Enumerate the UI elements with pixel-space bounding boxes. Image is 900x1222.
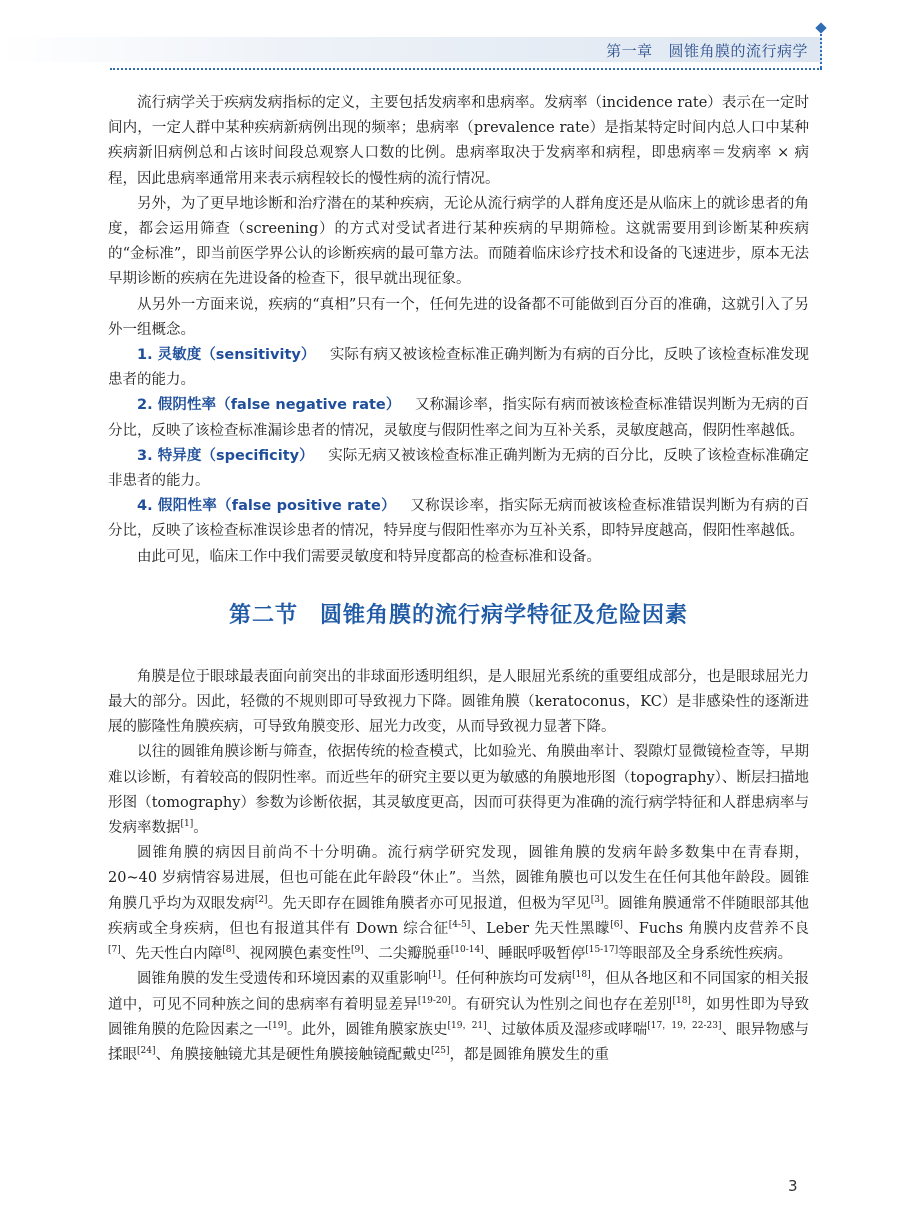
body-paragraph: 圆锥角膜的发生受遗传和环境因素的双重影响[1]。任何种族均可发病[18]，但从各地区和不同国家的相关报道中，可见不同种族之间的患病率有着明显差异[19-20]。有研究认为性别之间也存在差别[18]，如男性即为导致圆锥角膜的危险因素之一[19]。此外，圆锥角膜家族史[19，21]、过敏体质及湿疹或哮喘[17，19，22-23]、眼异物感与揉眼[24]、角膜接触镜尤其是硬性角膜接触镜配戴史[25]，都是圆锥角膜发生的重 [108,970,810,1063]
citation: [15-17] [585,945,619,956]
citation: [19-20] [417,995,451,1006]
citation: [7] [108,945,121,956]
intro-paragraph: 流行病学关于疾病发病指标的定义，主要包括发病率和患病率。发病率（incidence rate）表示在一定时间内，一定人群中某种疾病新病例出现的频率；患病率（prevalence rate）是指某特定时间内总人口中某种疾病新旧病例总和占该时间段总观察人口数的比例。患病率取决于发病率和病程，即患病率＝发病率 × 病程，因此患病率通常用来表示病程较长的慢性病的流行情况。 [108,95,809,187]
citation: [4-5] [448,919,471,930]
header-diamond-ornament [815,22,826,33]
citation: [1] [428,970,441,981]
citation: [18] [572,970,591,981]
definition-text: 又称误诊率，指实际无病而被该检查标准错误判断为有病的百分比，反映了该检查标准误诊患者的情况，特异度与假阳性率亦为互补关系，即特异度越高，假阳性率越低。 [108,498,810,540]
definition-text: 实际无病又被该检查标准正确判断为无病的百分比，反映了该检查标准确定非患者的能力。 [108,447,809,490]
definition-text: 实际有病又被该检查标准正确判断为有病的百分比，反映了该检查标准发现患者的能力。 [108,347,810,389]
citation: [19] [268,1020,287,1031]
definition-specificity [108,444,809,494]
citation: [24] [137,1045,156,1056]
header-dotted-edge [820,30,822,68]
citation: [10-14] [450,945,484,956]
definition-text: 又称漏诊率，指实际有病而被该检查标准错误判断为无病的百分比，反映了该检查标准漏诊患者的情况，灵敏度与假阴性率之间为互补关系，灵敏度越高，假阴性率越低。 [108,397,810,439]
chapter-number: 第一章 [606,42,653,60]
page-number: 3 [788,1177,798,1195]
body-paragraph: 角膜是位于眼球最表面向前突出的非球面形透明组织，是人眼屈光系统的重要组成部分，也是眼球屈光力最大的部分。因此，轻微的不规则即可导致视力下降。圆锥角膜（keratoconus，KC）是非感染性的逐渐进展的膨隆性角膜疾病，可导致角膜变形、屈光力改变，从而导致视力显著下降。 [108,668,809,736]
header-dotted-rule [110,68,822,70]
citation: [1] [180,819,194,830]
citation: [8] [222,945,235,956]
citation: [2] [254,894,268,905]
citation: [18] [672,995,691,1006]
definition-sensitivity [108,343,809,393]
body-paragraph: 以往的圆锥角膜诊断与筛查，依据传统的检查模式，比如验光、角膜曲率计、裂隙灯显微镜检查等，早期难以诊断，有着较高的假阴性率。而近些年的研究主要以更为敏感的角膜地形图（topography）、断层扫描地形图（tomography）参数为诊断依据，其灵敏度更高，因而可获得更为准确的流行病学特征和人群患病率与发病率数据[1]。 [108,744,809,837]
citation: [6] [610,919,623,930]
citation: [25] [430,1045,450,1056]
body-paragraph: 圆锥角膜的病因目前尚不十分明确。流行病学研究发现，圆锥角膜的发病年龄多数集中在青春期，20~40 岁病情容易进展，但也可能在此年龄段“休止”。当然，圆锥角膜也可以发生在任何其他年龄段。圆锥角膜几乎均为双眼发病[2]。先天即存在圆锥角膜者亦可见报道，但极为罕见[3]。圆锥角膜通常不伴随眼部其他疾病或全身疾病，但也有报道其伴有 Down 综合征[4-5]、Leber 先天性黑矇[6]、Fuchs 角膜内皮营养不良[7]、先天性白内障[8]、视网膜色素变性[9]、二尖瓣脱垂[10-14]、睡眠呼吸暂停[15-17]等眼部及全身系统性疾病。 [108,845,810,963]
definition-term: 3. 特异度（specificity） [137,447,314,464]
intro-paragraph: 另外，为了更早地诊断和治疗潜在的某种疾病，无论从流行病学的人群角度还是从临床上的就诊患者的角度，都会运用筛查（screening）的方式对受试者进行某种疾病的早期筛检。这就需要用到诊断某种疾病的“金标准”，即当前医学界公认的诊断疾病的最可靠方法。而随着临床诊疗技术和设备的飞速进步，原本无法早期诊断的疾病在先进设备的检查下，很早就出现征象。 [108,195,809,288]
section-title: 圆锥角膜的流行病学特征及危险因素 [320,602,689,628]
running-header [606,40,808,61]
intro-paragraph: 从另外一方面来说，疾病的“真相”只有一个，任何先进的设备都不可能做到百分百的准确，这就引入了另外一组概念。 [108,296,809,338]
section-heading [108,601,809,631]
definition-term: 2. 假阴性率（false negative rate） [137,397,401,414]
citation: [17，19，22-23] [647,1020,722,1031]
definition-false-positive-rate [108,494,809,544]
definition-term: 4. 假阳性率（false positive rate） [137,498,396,515]
page-content [108,91,809,1068]
definition-false-negative-rate [108,393,809,443]
citation: [19，21] [447,1020,487,1031]
chapter-title: 圆锥角膜的流行病学 [668,42,808,60]
citation: [3] [590,894,604,905]
section-number: 第二节 [228,602,298,628]
conclusion-paragraph: 由此可见，临床工作中我们需要灵敏度和特异度都高的检查标准和设备。 [137,548,601,565]
citation: [9] [351,945,364,956]
definition-term: 1. 灵敏度（sensitivity） [137,347,316,364]
